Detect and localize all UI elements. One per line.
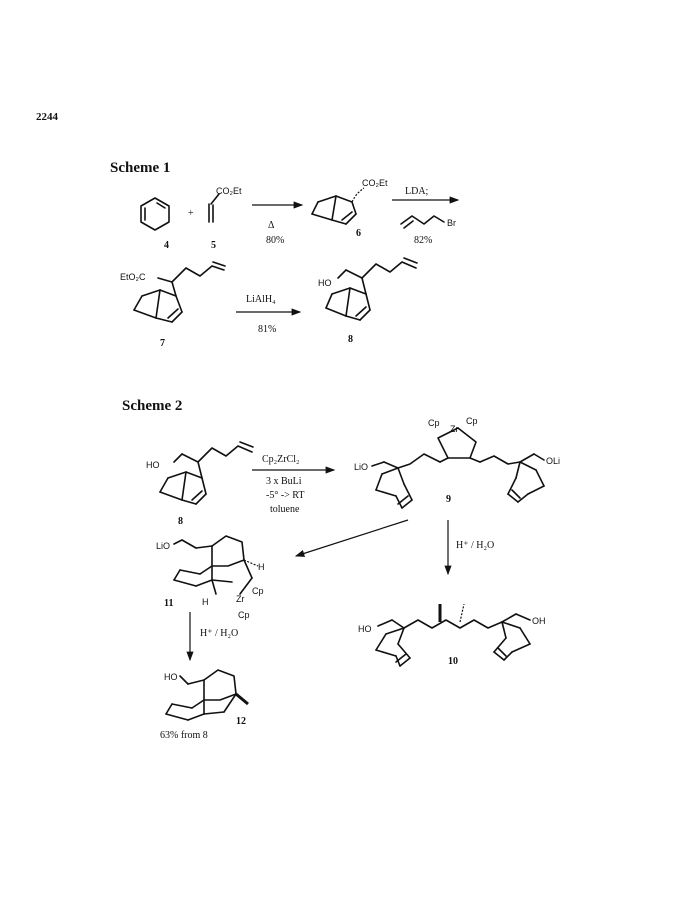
compound-12-structure bbox=[166, 670, 248, 720]
reagent-zirconocene: Cp₂ZrCl₂ bbox=[262, 454, 300, 465]
compound-10-ho: HO bbox=[358, 624, 372, 634]
compound-8-label-scheme2: 8 bbox=[178, 516, 183, 527]
compound-5-ester: CO₂Et bbox=[216, 186, 242, 196]
compound-11-structure bbox=[174, 536, 258, 594]
compound-12-label: 12 bbox=[236, 716, 246, 727]
compound-11-h-lower: H bbox=[202, 597, 209, 607]
step3-yield: 81% bbox=[258, 324, 277, 335]
compound-7-ester: EtO₂C bbox=[120, 272, 146, 282]
compound-6-label: 6 bbox=[356, 228, 361, 239]
reagent-butyllithium: 3 x BuLi bbox=[266, 476, 302, 487]
compound-11-cp-top: Cp bbox=[252, 586, 264, 596]
scheme-2-title: Scheme 2 bbox=[122, 398, 183, 414]
compound-11-label: 11 bbox=[164, 598, 174, 609]
compound-10-label: 10 bbox=[448, 656, 458, 667]
compound-9-zr: Zr bbox=[450, 424, 459, 434]
compound-9-lio: LiO bbox=[354, 462, 369, 472]
compound-11-lio: LiO bbox=[156, 541, 171, 551]
compound-11-h-upper: H bbox=[258, 562, 265, 572]
page-number: 2244 bbox=[36, 111, 58, 123]
compound-5-label: 5 bbox=[211, 240, 216, 251]
compound-8-structure-scheme2 bbox=[160, 442, 253, 504]
compound-4-label: 4 bbox=[164, 240, 169, 251]
compound-9-label: 9 bbox=[446, 494, 451, 505]
quench-to-12: H⁺ / H₂O bbox=[200, 628, 239, 639]
step2-yield: 82% bbox=[414, 235, 433, 246]
compound-9-oli: OLi bbox=[546, 456, 561, 466]
compound-8-hydroxyl: HO bbox=[318, 278, 332, 288]
compound-11-cp-bottom: Cp bbox=[238, 610, 250, 620]
step2-condition: LDA; bbox=[405, 186, 429, 197]
compound-7-structure bbox=[134, 262, 225, 322]
compound-10-oh: OH bbox=[532, 616, 546, 626]
scheme-1-title: Scheme 1 bbox=[110, 160, 171, 176]
quench-to-10: H⁺ / H₂O bbox=[456, 540, 495, 551]
compound-9-cp-left: Cp bbox=[428, 418, 440, 428]
compound-9-cp-right: Cp bbox=[466, 416, 478, 426]
compound-9-structure bbox=[372, 428, 544, 508]
compound-11-zr: Zr bbox=[236, 594, 245, 604]
step3-condition: LiAlH₄ bbox=[246, 294, 276, 305]
reagent-solvent: toluene bbox=[270, 504, 300, 515]
reaction-arrow-to-11 bbox=[296, 520, 408, 556]
compound-8-structure-scheme1 bbox=[326, 258, 417, 320]
homoallyl-bromide-structure bbox=[401, 216, 444, 228]
step1-condition: Δ bbox=[268, 220, 275, 231]
final-yield: 63% from 8 bbox=[160, 730, 208, 741]
plus-sign: + bbox=[188, 208, 194, 219]
compound-8-hydroxyl-scheme2: HO bbox=[146, 460, 160, 470]
compound-12-hydroxyl: HO bbox=[164, 672, 178, 682]
compound-4-structure bbox=[141, 198, 169, 230]
step1-yield: 80% bbox=[266, 235, 285, 246]
compound-8-label-scheme1: 8 bbox=[348, 334, 353, 345]
bromide-label: Br bbox=[447, 218, 456, 228]
reagent-temperature: -5° -> RT bbox=[266, 490, 305, 501]
compound-5-structure bbox=[209, 194, 219, 222]
compound-6-ester: CO₂Et bbox=[362, 178, 388, 188]
compound-7-label: 7 bbox=[160, 338, 165, 349]
compound-6-structure bbox=[312, 188, 364, 224]
